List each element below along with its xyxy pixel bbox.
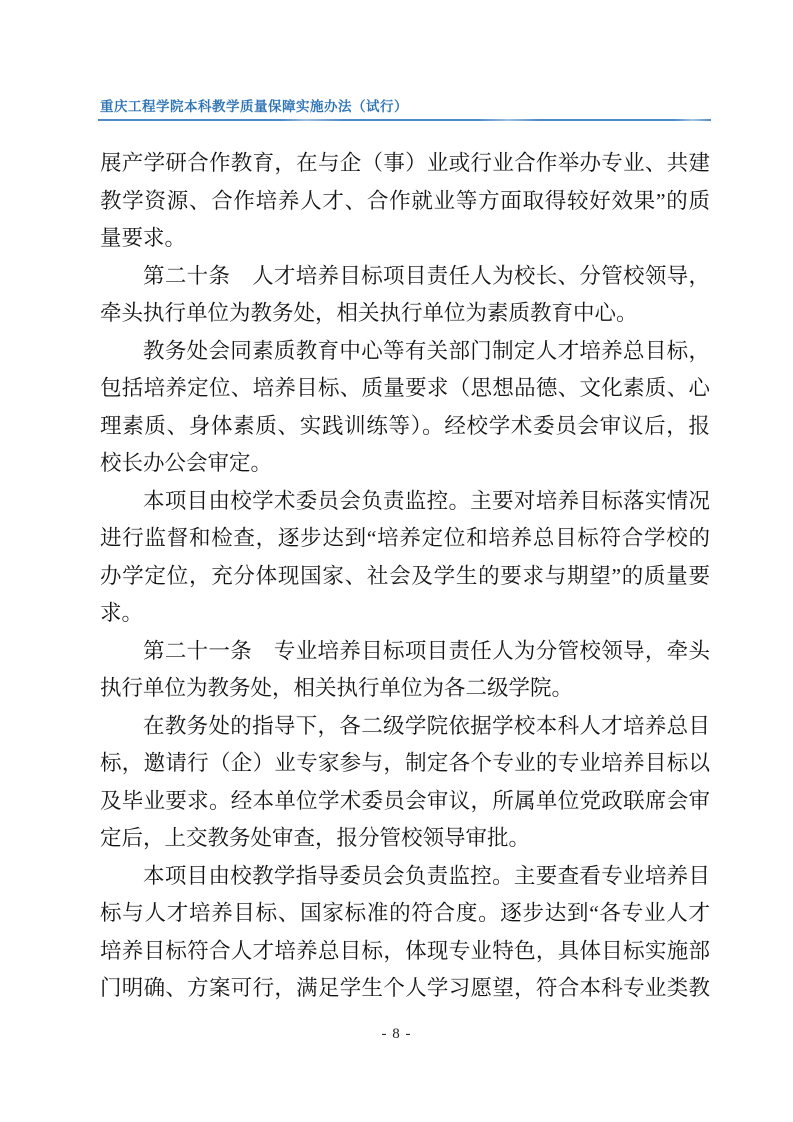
- paragraph: [100, 858, 710, 1008]
- text-line: 门明确、方案可行，满足学生个人学习愿望，符合本科专业类教: [100, 976, 710, 1000]
- document-body: [100, 145, 710, 1008]
- paragraph: [100, 145, 710, 258]
- text-line: 培养目标符合人才培养总目标，体现专业特色，具体目标实施部: [100, 938, 710, 963]
- text-line: 在教务处的指导下，各二级学院依据学校本科人才培养总目: [143, 713, 710, 738]
- paragraph: [100, 483, 710, 633]
- text-line: 及毕业要求。经本单位学术委员会审议，所属单位党政联席会审: [100, 788, 710, 813]
- text-line: 求。: [100, 601, 144, 625]
- text-line: 量要求。: [100, 226, 187, 250]
- text-line: 定后，上交教务处审查，报分管校领导审批。: [100, 826, 531, 850]
- text-line: 第二十条 人才培养目标项目责任人为校长、分管校领导，: [143, 263, 710, 288]
- paragraph: [100, 333, 710, 483]
- text-line: 本项目由校教学指导委员会负责监控。主要查看专业培养目: [143, 863, 710, 888]
- text-line: 包括培养定位、培养目标、质量要求（思想品德、文化素质、心: [100, 376, 710, 400]
- text-line: 标，邀请行（企）业专家参与，制定各个专业的专业培养目标以: [100, 751, 710, 775]
- text-line: 教学资源、合作培养人才、合作就业等方面取得较好效果”的质: [100, 188, 710, 213]
- text-line: 办学定位，充分体现国家、社会及学生的要求与期望”的质量要: [100, 563, 710, 588]
- text-line: 展产学研合作教育，在与企（事）业或行业合作举办专业、共建: [100, 151, 710, 175]
- paragraph: [100, 633, 710, 708]
- text-line: 进行监督和检查，逐步达到“培养定位和培养总目标符合学校的: [100, 526, 710, 550]
- text-line: 校长办公会审定。: [100, 451, 273, 475]
- paragraph: [100, 258, 710, 333]
- text-line: 教务处会同素质教育中心等有关部门制定人才培养总目标，: [143, 338, 710, 363]
- text-line: 牵头执行单位为教务处，相关执行单位为素质教育中心。: [100, 301, 638, 325]
- header-rule-divider: [98, 119, 711, 121]
- paragraph: [100, 708, 710, 858]
- text-line: 理素质、身体素质、实践训练等）。经校学术委员会审议后，报: [100, 413, 710, 438]
- page-number: - 8 -: [381, 1026, 412, 1042]
- text-line: 执行单位为教务处，相关执行单位为各二级学院。: [100, 676, 574, 700]
- text-line: 第二十一条 专业培养目标项目责任人为分管校领导，牵头: [143, 638, 710, 663]
- text-line: 标与人才培养目标、国家标准的符合度。逐步达到“各专业人才: [100, 901, 710, 925]
- text-line: 本项目由校学术委员会负责监控。主要对培养目标落实情况: [143, 488, 710, 513]
- page-header-title: 重庆工程学院本科教学质量保障实施办法（试行）: [100, 99, 408, 114]
